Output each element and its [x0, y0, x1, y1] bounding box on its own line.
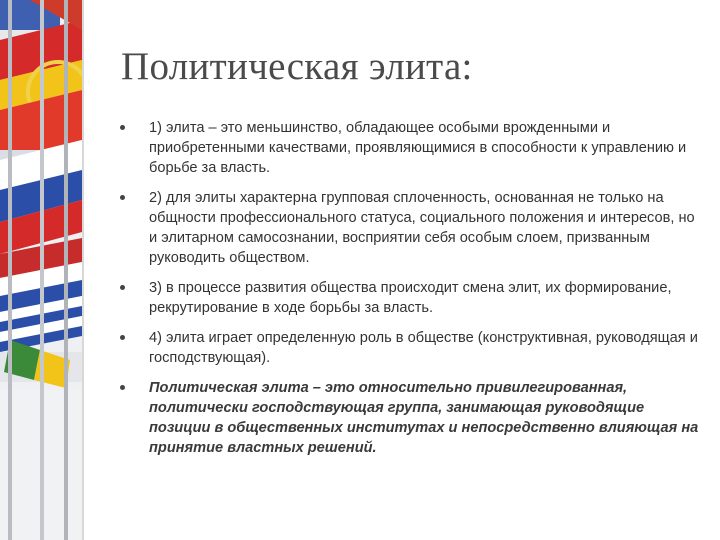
bullet-item	[118, 188, 703, 268]
bullet-dot-icon	[120, 125, 125, 130]
bullet-dot-icon	[120, 385, 125, 390]
bullet-item	[118, 278, 703, 318]
bullet-dot-icon	[120, 195, 125, 200]
bullet-dot-icon	[120, 285, 125, 290]
bullet-list	[118, 118, 703, 468]
bullet-text: 3) в процессе развития общества происходит смена элит, их формирование, рекрутирование в ходе борьбы за власть.	[149, 280, 672, 316]
bullet-item	[118, 328, 703, 368]
definition-item	[118, 378, 703, 458]
flags-image	[0, 0, 82, 540]
bullet-dot-icon	[120, 335, 125, 340]
bullet-text: 2) для элиты характерна групповая сплоченность, основанная не только на общности профессионального статуса, социального положения и интересов, но и элитарном самосознании, восприятии себя особым слоем, призванным руководить обществом.	[149, 190, 695, 266]
slide-title: Политическая элита:	[121, 45, 473, 88]
slide-divider	[82, 0, 84, 540]
bullet-text: 1) элита – это меньшинство, обладающее особыми врожденными и приобретенными качествами, проявляющимися в способности к управлению и борьбе за власть.	[149, 120, 687, 176]
definition-text: Политическая элита – это относительно привилегированная, политически господствующая группа, занимающая руководящие позиции в общественных институтах и непосредственно влияющая на принятие властных решений.	[149, 380, 699, 456]
flags-photo	[0, 0, 82, 540]
bullet-item	[118, 118, 703, 178]
bullet-text: 4) элита играет определенную роль в обществе (конструктивная, руководящая и господствующая).	[149, 330, 698, 366]
